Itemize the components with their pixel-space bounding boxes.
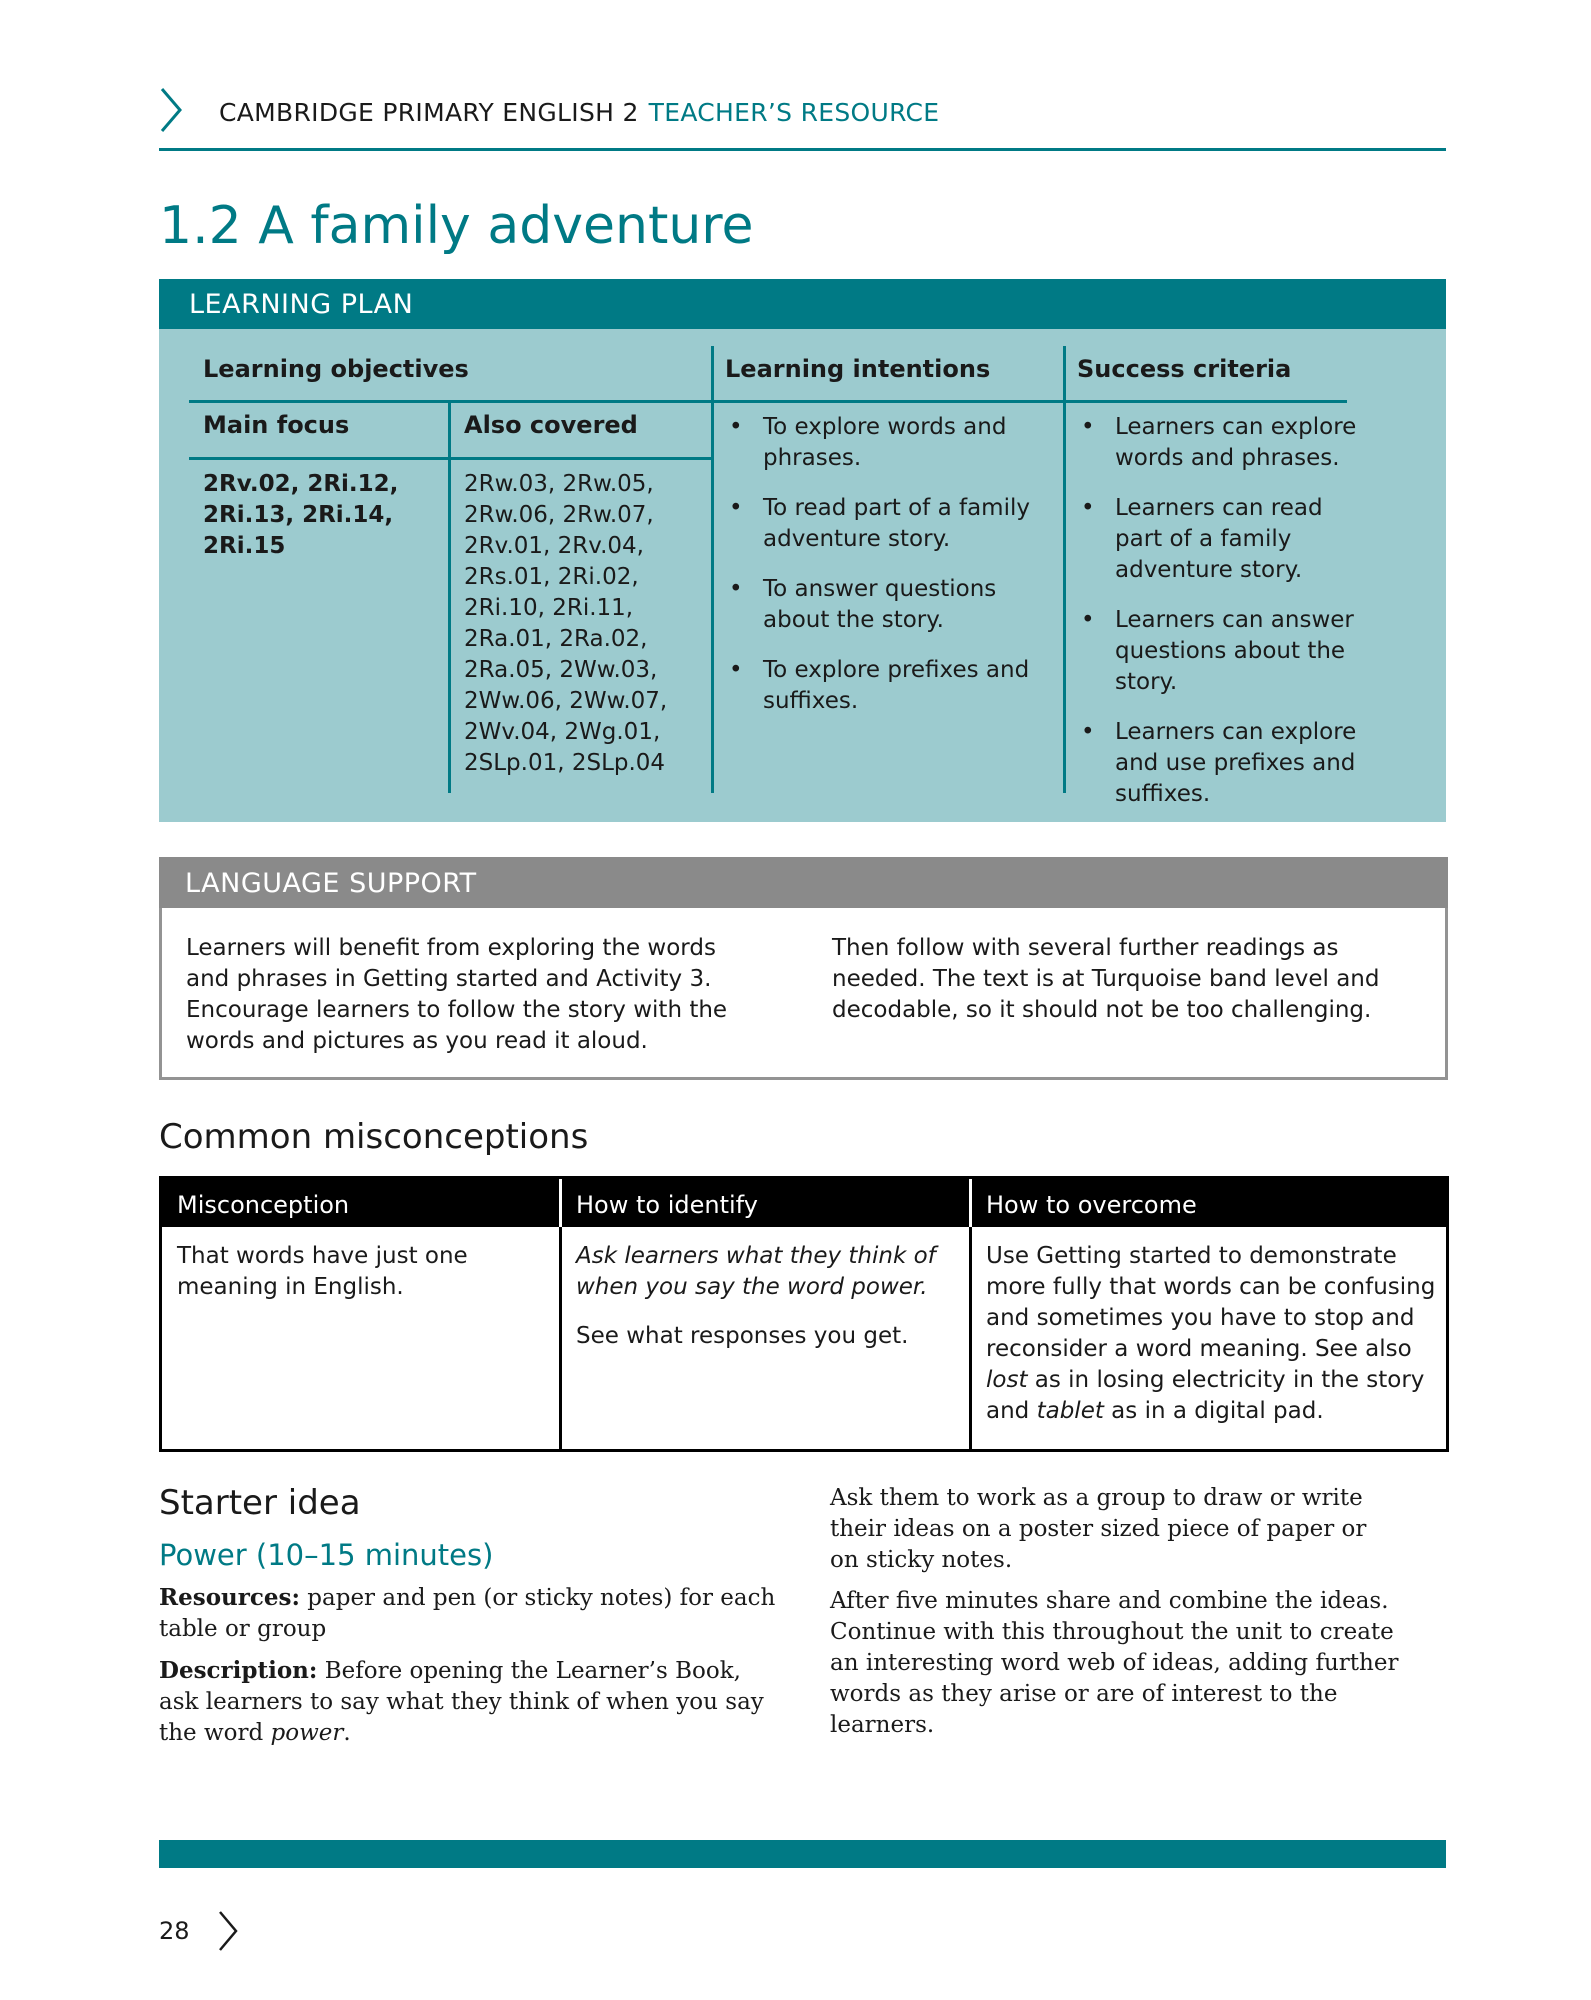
code-line: 2Ra.05, 2Ww.03,	[464, 657, 658, 683]
page-title: 1.2 A family adventure	[159, 196, 754, 256]
misconception-header: Misconception	[177, 1191, 350, 1219]
misconceptions-heading: Common misconceptions	[159, 1117, 589, 1157]
language-support-right: Then follow with several further readings as needed. The text is at Turquoise band level and decodable, so it should not be too challenging.	[832, 935, 1380, 1023]
column-divider	[448, 403, 451, 793]
book-title: CAMBRIDGE PRIMARY ENGLISH 2	[219, 98, 639, 127]
chevron-right-icon	[217, 1909, 239, 1953]
code-line: 2Ri.10, 2Ri.11,	[464, 595, 634, 621]
language-support	[159, 857, 1448, 1080]
code-line: 2Ra.01, 2Ra.02,	[464, 626, 648, 652]
overcome-header: How to overcome	[986, 1191, 1197, 1219]
code-line: 2SLp.01, 2SLp.04	[464, 750, 666, 776]
list-item: • To read part of a family adventure story.	[725, 493, 1045, 555]
column-divider	[1063, 346, 1066, 793]
overcome-text: Use Getting started to demonstrate more fully that words can be confusing and sometimes you have to stop and reconsider a word meaning. See also	[986, 1243, 1436, 1362]
resources-text: paper and pen (or sticky notes) for each table or group	[159, 1585, 776, 1642]
also-covered-codes	[464, 469, 667, 779]
resource-title: TEACHER’S RESOURCE	[648, 98, 940, 127]
list-item: • Learners can answer questions about the story.	[1077, 605, 1377, 698]
chevron-right-icon	[159, 86, 183, 134]
starter-left	[159, 1582, 779, 1759]
misconceptions-table	[159, 1176, 1449, 1452]
list-item: • To explore prefixes and suffixes.	[725, 655, 1045, 717]
resources-paragraph	[159, 1582, 779, 1645]
header-text	[219, 98, 939, 127]
code-line: 2Ri.13, 2Ri.14,	[203, 502, 394, 528]
learning-plan-bar: LEARNING PLAN	[159, 279, 1446, 329]
description-text: Before opening the Learner’s Book, ask learners to say what they think of when you say the word	[159, 1658, 764, 1746]
language-support-left: Learners will benefit from exploring the words and phrases in Getting started and Activity 3. Encourage learners to follow the story with the words and pictures as you read it aloud.	[186, 935, 728, 1054]
overcome-cell	[986, 1241, 1436, 1427]
list-item: • To answer questions about the story.	[725, 574, 1045, 636]
overcome-text: as in losing electricity in the story and	[986, 1367, 1425, 1424]
overcome-word: lost	[986, 1367, 1028, 1393]
description-word: power	[270, 1720, 344, 1746]
list-item: • Learners can explore and use prefixes and suffixes.	[1077, 717, 1377, 810]
success-list	[1077, 412, 1377, 829]
identify-note: See what responses you get.	[576, 1323, 909, 1349]
running-header	[159, 86, 1446, 151]
code-line: 2Ww.06, 2Ww.07,	[464, 688, 668, 714]
identify-question: Ask learners what they think of when you say the word power.	[576, 1243, 936, 1300]
header-divider	[969, 1179, 972, 1227]
column-divider	[711, 346, 714, 793]
misconception-cell: That words have just one meaning in English.	[177, 1243, 468, 1300]
footer-bar	[159, 1840, 1446, 1868]
learning-intentions-heading: Learning intentions	[725, 355, 991, 383]
learning-plan-rule	[189, 400, 1347, 403]
code-line: 2Wv.04, 2Wg.01,	[464, 719, 661, 745]
code-line: 2Ri.15	[203, 533, 286, 559]
description-end: .	[343, 1720, 351, 1746]
list-item: • Learners can read part of a family adventure story.	[1077, 493, 1377, 586]
list-item: • To explore words and phrases.	[725, 412, 1045, 474]
starter-right	[830, 1483, 1400, 1751]
identify-cell	[576, 1241, 956, 1370]
description-label: Description:	[159, 1657, 318, 1684]
identify-header: How to identify	[576, 1191, 758, 1219]
also-covered-heading: Also covered	[464, 411, 638, 439]
overcome-text: as in a digital pad.	[1103, 1398, 1324, 1424]
starter-subheading: Power (10–15 minutes)	[159, 1538, 494, 1572]
learning-plan	[159, 279, 1446, 822]
code-line: 2Rv.02, 2Ri.12,	[203, 471, 399, 497]
success-criteria-heading: Success criteria	[1077, 355, 1292, 383]
overcome-word: tablet	[1036, 1398, 1104, 1424]
resources-label: Resources:	[159, 1584, 300, 1611]
starter-paragraph: Ask them to work as a group to draw or write their ideas on a poster sized piece of paper or on sticky notes.	[830, 1485, 1367, 1573]
main-focus-codes	[203, 469, 398, 562]
description-paragraph	[159, 1655, 779, 1749]
starter-paragraph: After five minutes share and combine the ideas. Continue with this throughout the unit to create an interesting word web of ideas, adding further words as they arise or are of interest to the learners.	[830, 1588, 1399, 1738]
learning-objectives-heading: Learning objectives	[203, 355, 469, 383]
intentions-list	[725, 412, 1045, 736]
table-header-row	[162, 1179, 1446, 1227]
language-support-bar: LANGUAGE SUPPORT	[159, 857, 1448, 908]
main-focus-heading: Main focus	[203, 411, 350, 439]
list-item: • Learners can explore words and phrases.	[1077, 412, 1377, 474]
page-number: 28	[159, 1917, 190, 1945]
code-line: 2Rs.01, 2Ri.02,	[464, 564, 639, 590]
code-line: 2Rv.01, 2Rv.04,	[464, 533, 644, 559]
starter-heading: Starter idea	[159, 1483, 361, 1523]
header-divider	[559, 1179, 562, 1227]
code-line: 2Rw.03, 2Rw.05,	[464, 471, 654, 497]
code-line: 2Rw.06, 2Rw.07,	[464, 502, 654, 528]
